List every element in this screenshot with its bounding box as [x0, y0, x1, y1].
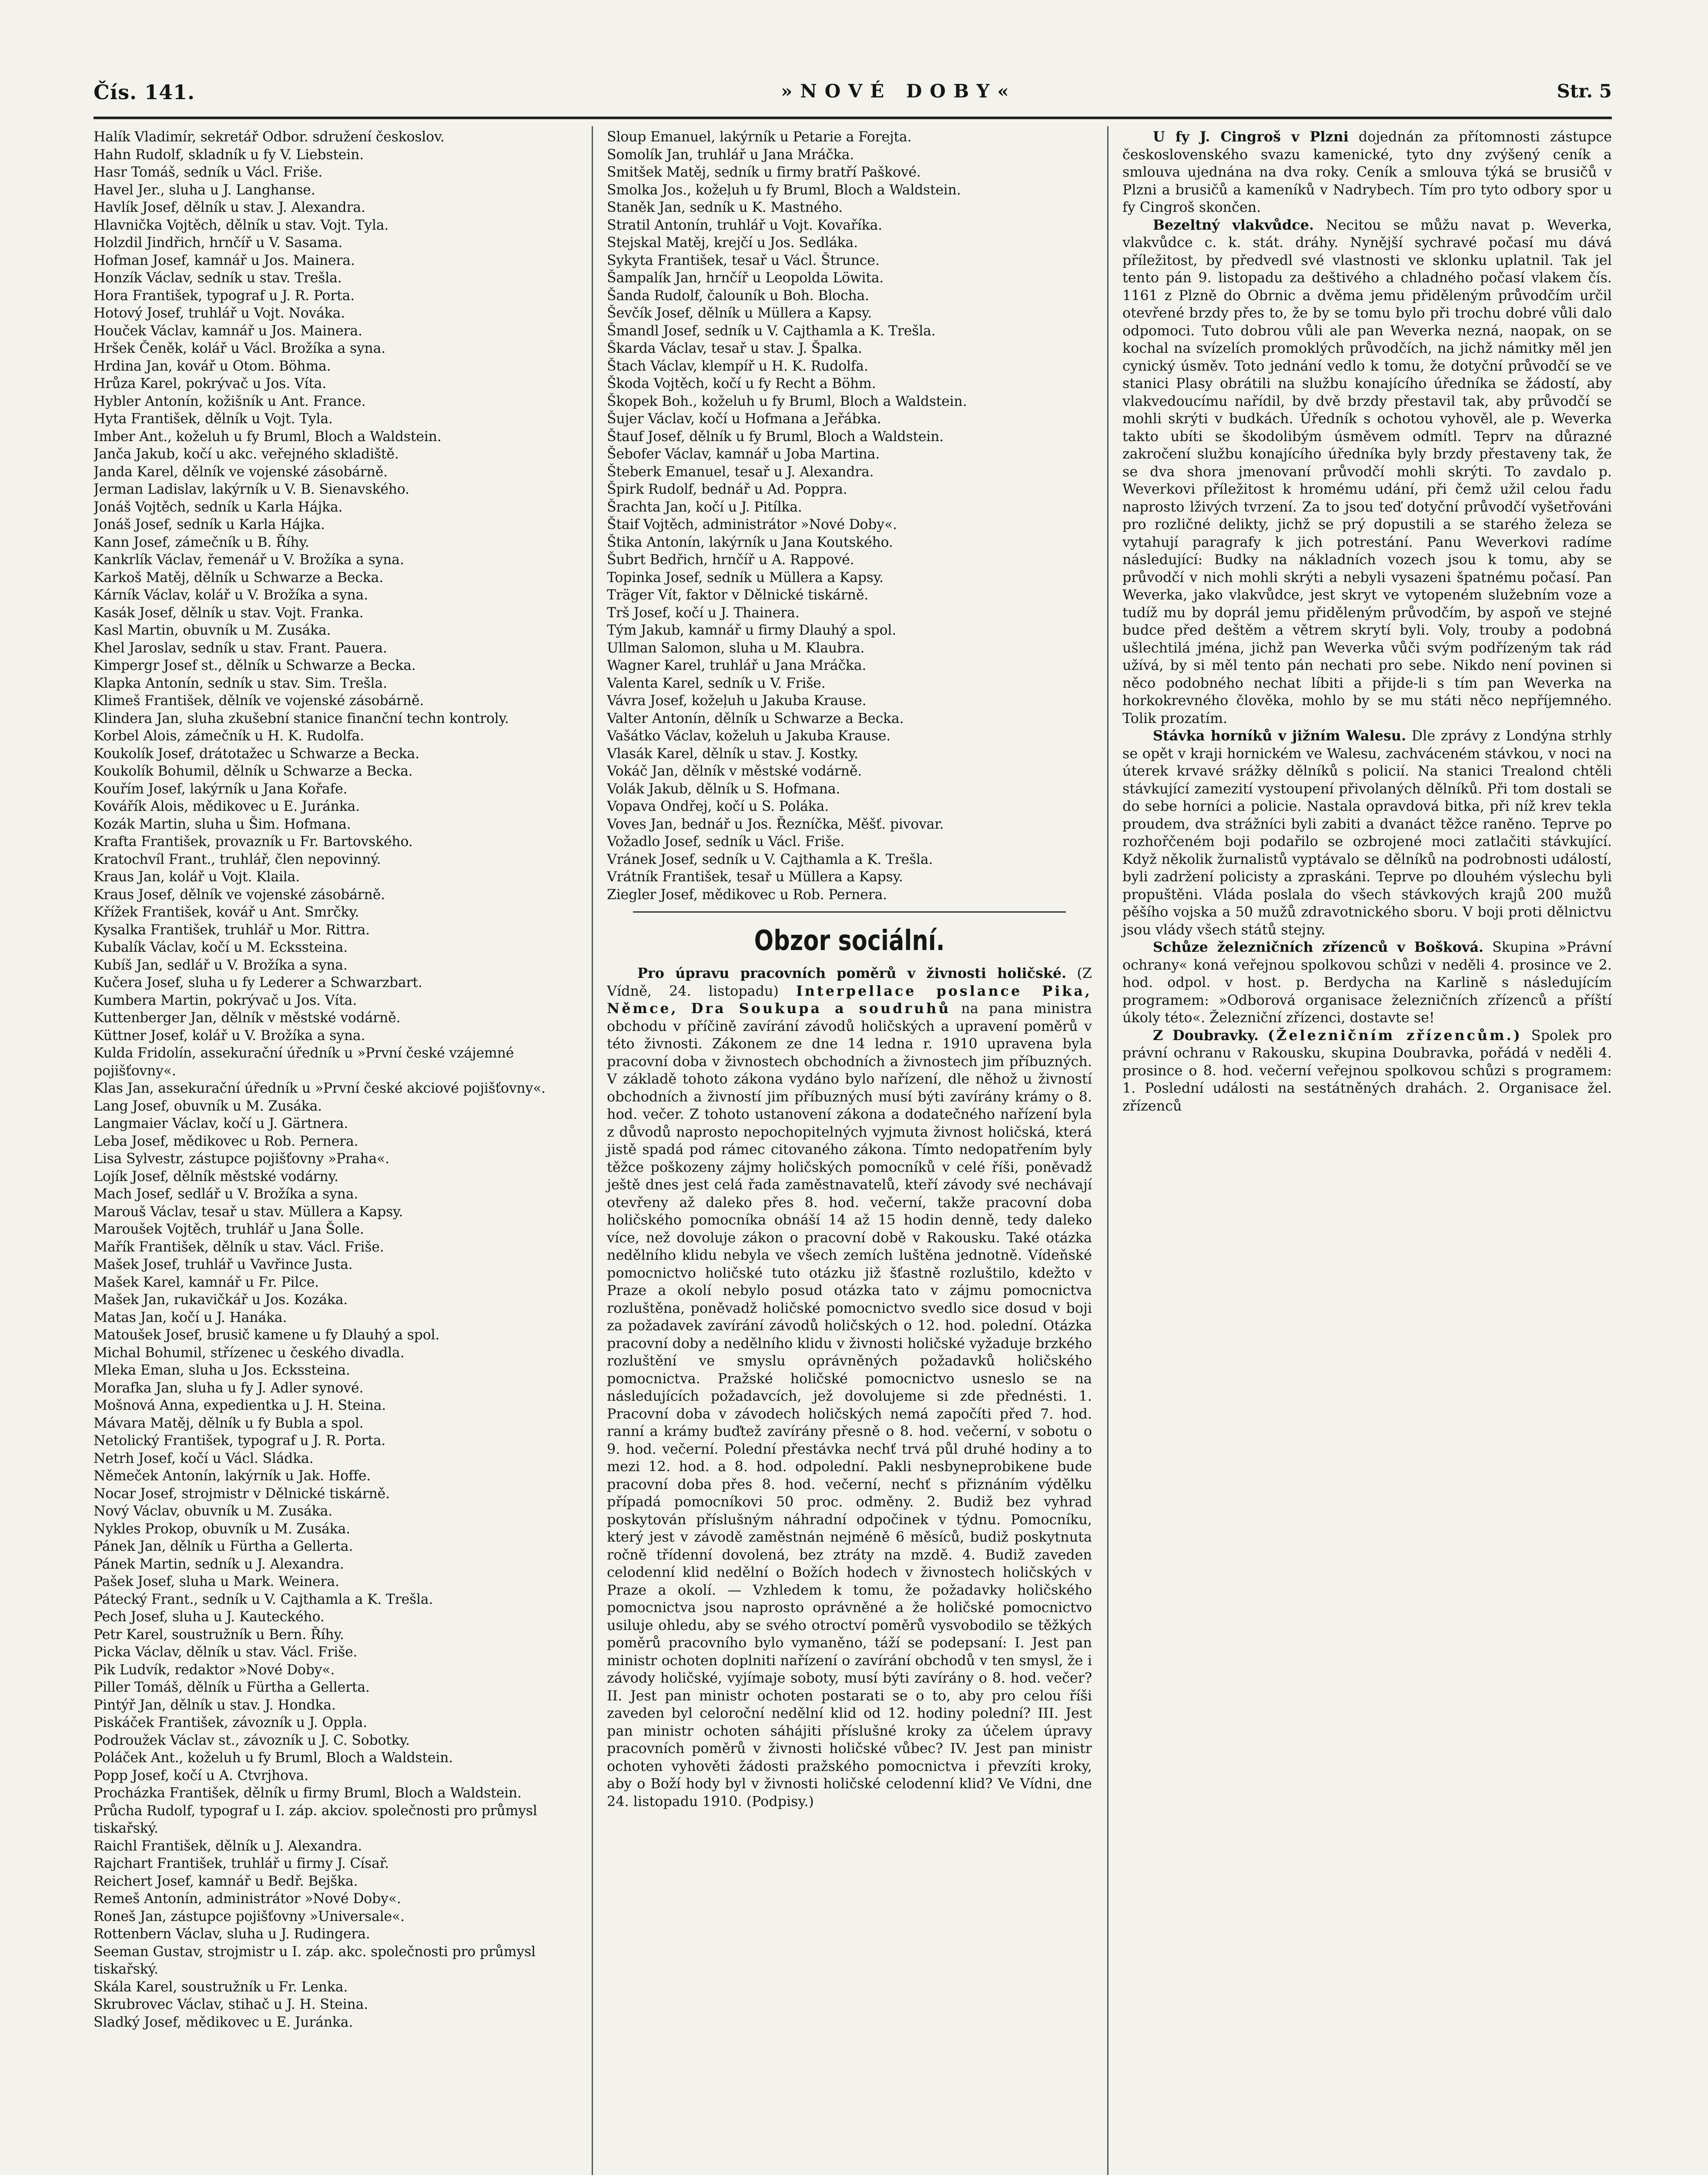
- list-item: Voves Jan, bednář u Jos. Řezníčka, Měšť. pivovar.: [607, 816, 944, 832]
- article-headline: Bezeltný vlakvůdce.: [1153, 217, 1314, 233]
- list-end-rule: [633, 911, 1066, 913]
- list-item: Štaif Vojtěch, administrátor »Nové Doby«.: [607, 517, 897, 532]
- list-item: Houček Václav, kamnář u Jos. Mainera.: [94, 323, 362, 339]
- list-item: Valter Antonín, dělník u Schwarze a Becka.: [607, 710, 904, 726]
- list-item: Sladký Josef, mědikovec u E. Juránka.: [94, 2014, 353, 2030]
- article-wales-strike: [1122, 727, 1612, 939]
- list-item: Janča Jakub, kočí u akc. veřejného skladiště.: [94, 446, 399, 462]
- list-item: Kankrlík Václav, řemenář u V. Brožíka a syna.: [94, 552, 404, 568]
- list-item: Hrůza Karel, pokrývač u Jos. Víta.: [94, 376, 327, 392]
- list-item: Khel Jaroslav, sedník u stav. Frant. Pauera.: [94, 640, 387, 656]
- list-item: Pintýř Jan, dělník u stav. J. Hondka.: [94, 1697, 336, 1713]
- list-item: Maroušek Vojtěch, truhlář u Jana Šolle.: [94, 1221, 364, 1237]
- list-item: Volák Jakub, dělník u S. Hofmana.: [607, 781, 841, 797]
- list-item: Mašek Jan, rukavičkář u Jos. Kozáka.: [94, 1292, 348, 1308]
- list-item: Picka Václav, dělník u stav. Václ. Friše.: [94, 1644, 358, 1660]
- article-spaced-text: Interpellace poslance Pika, Němce, Dra Soukupa a soudruhů: [607, 983, 1092, 1017]
- article-railway-meeting: [1122, 939, 1612, 1027]
- list-item: Karkoš Matěj, dělník u Schwarze a Becka.: [94, 569, 384, 586]
- list-item: Sloup Emanuel, lakýrník u Petarie a Forejta.: [607, 129, 912, 145]
- list-item: Hyta František, dělník u Vojt. Tyla.: [94, 411, 333, 427]
- list-item: Vopava Ondřej, kočí u S. Poláka.: [607, 799, 829, 814]
- issue-number: Čís. 141.: [94, 80, 195, 104]
- list-item: Klapka Antonín, sedník u stav. Sim. Trešla.: [94, 675, 387, 691]
- list-item: Marouš Václav, tesař u stav. Müllera a Kapsy.: [94, 1204, 403, 1220]
- page-header: [94, 80, 1612, 111]
- list-item: Hybler Antonín, kožišník u Ant. France.: [94, 393, 366, 409]
- article-interpellation: [607, 965, 1092, 1810]
- list-item: Netrh Josef, kočí u Václ. Sládka.: [94, 1450, 314, 1466]
- list-item: Kubalík Václav, kočí u M. Eckssteina.: [94, 940, 348, 955]
- list-item: Hotový Josef, truhlář u Vojt. Nováka.: [94, 305, 345, 321]
- list-item: Pik Ludvík, redaktor »Nové Doby«.: [94, 1662, 335, 1678]
- list-item: Korbel Alois, zámečník u H. K. Rudolfa.: [94, 728, 364, 744]
- list-item: Šampalík Jan, hrnčíř u Leopolda Löwita.: [607, 270, 884, 286]
- list-item: Morafka Jan, sluha u fy J. Adler synové.: [94, 1380, 364, 1396]
- list-item: Skála Karel, soustružník u Fr. Lenka.: [94, 1979, 348, 1995]
- list-item: Mach Josef, sedlář u V. Brožíka a syna.: [94, 1186, 358, 1202]
- list-item: Ziegler Josef, mědikovec u Rob. Pernera.: [607, 887, 887, 903]
- list-item: Procházka František, dělník u firmy Bruml, Bloch a Waldstein.: [94, 1785, 522, 1801]
- page-number: Str. 5: [1557, 80, 1612, 102]
- list-item: Škoda Vojtěch, kočí u fy Recht a Böhm.: [607, 376, 876, 392]
- list-item: Jerman Ladislav, lakýrník u V. B. Sienavského.: [94, 482, 409, 497]
- list-item: Mávara Matěj, dělník u fy Bubla a spol.: [94, 1415, 364, 1431]
- list-item: Kovářík Alois, mědikovec u E. Juránka.: [94, 799, 360, 814]
- list-item: Kuttenberger Jan, dělník v městské vodárně.: [94, 1010, 401, 1026]
- list-item: Mašek Josef, truhlář u Vavřince Justa.: [94, 1257, 353, 1272]
- list-item: Škarda Václav, tesař u stav. J. Špalka.: [607, 341, 862, 356]
- list-item: Staněk Jan, sedník u K. Mastného.: [607, 200, 843, 215]
- article-body: Spolek pro právní ochranu v Rakousku, skupina Doubravka, pořádá v neděli 4. prosince o 8. hod. večerní veřejnou spolkovou schůzi s programem: 1. Poslední události na sestátněných drahách. 2. Organisace žel. zřízenců: [1122, 1027, 1612, 1114]
- list-item: Netolický František, typograf u J. R. Porta.: [94, 1433, 386, 1449]
- list-item: Krafta František, provazník u Fr. Bartovského.: [94, 834, 413, 850]
- list-item: Somolík Jan, truhlář u Jana Mráčka.: [607, 147, 854, 163]
- list-item: Mašek Karel, kamnář u Fr. Pilce.: [94, 1274, 319, 1290]
- list-item: Imber Ant., koželuh u fy Bruml, Bloch a Waldstein.: [94, 428, 442, 445]
- article-headline: Stávka horníků v jižním Walesu.: [1153, 728, 1407, 744]
- list-item: Matoušek Josef, brusič kamene u fy Dlauhý a spol.: [94, 1327, 440, 1343]
- list-item: Michal Bohumil, střízenec u českého divadla.: [94, 1345, 405, 1361]
- list-item: Kárník Václav, kolář u V. Brožíka a syna.: [94, 587, 368, 603]
- list-item: Stratil Antonín, truhlář u Vojt. Kovaříka.: [607, 217, 882, 233]
- article-body: Dle zprávy z Londýna strhly se opět v kraji hornickém ve Walesu, zachváceném stávkou, v noci na úterek krvavé srážky dělníků s policií. Na stanici Trealond chtěli stávkující zamezití vystoupení přivolaných dělníků. Při tom dostali se do sebe horníci a policie. Nastala opravdová bitka, při níž krev tekla proudem, dva strážníci byli zabiti a dvanáct těžce raněno. Teprve po rozhořčeném boji podařilo se ozbrojené moci zatlačiti stávkující. Když několik žurnalistů vyptávalo se dělníků na podrobnosti událostí, byli zadržení policisty a zpraskáni. Teprve po dlouhém výslechu byli propuštěni. Vláda poslala do všech stávkových krajů 200 mužů pěšího vojska a 50 mužů zdravotnického sboru. V boji proti dělnictvu jsou vlády všech států stejny.: [1122, 728, 1612, 938]
- list-item: Kann Josef, zámečník u B. Říhy.: [94, 534, 309, 550]
- member-list-1: [94, 128, 579, 2031]
- list-item: Koukolík Josef, drátotažec u Schwarze a Becka.: [94, 746, 419, 762]
- newspaper-title: »NOVÉ DOBY«: [781, 80, 1017, 102]
- list-item: Kozák Martin, sluha u Šim. Hofmana.: [94, 816, 351, 832]
- list-item: Vránek Josef, sedník u V. Cajthamla a K. Trešla.: [607, 851, 933, 867]
- list-item: Poláček Ant., koželuh u fy Bruml, Bloch a Waldstein.: [94, 1750, 453, 1766]
- column-1: [94, 128, 579, 2031]
- column-divider: [592, 126, 593, 2175]
- list-item: Lang Josef, obuvník u M. Zusáka.: [94, 1098, 322, 1114]
- list-item: Kysalka František, truhlář u Mor. Rittra.: [94, 922, 370, 938]
- list-item: Vrátník František, tesař u Müllera a Kapsy.: [607, 869, 903, 885]
- list-item: Smitšek Matěj, sedník u firmy bratří Paškové.: [607, 164, 921, 180]
- list-item: Rottenbern Václav, sluha u J. Rudingera.: [94, 1926, 370, 1942]
- list-item: Pátecký Frant., sedník u V. Cajthamla a K. Trešla.: [94, 1591, 433, 1607]
- list-item: Hora František, typograf u J. R. Porta.: [94, 288, 355, 304]
- article-body: na pana ministra obchodu v příčině zavírání závodů holičských a upravení poměrů v této živnosti. Zákonem ze dne 14 ledna r. 1910 upravena byla pracovní doba v živnostech obchodních a živnostech jim příbuzných. V základě tohoto zákona vydáno bylo nařízení, dle něhož u živností obchodních a živností jim příbuzných musí býti zavírány krámy o 8. hod. večer. Z tohoto ustanovení zákona a dodatečného nařízení byla z důvodů naprosto nepochopitelných vyjmuta živnost holičská, která jistě spadá pod rámec citovaného zákona. Tímto nedopatřením byly těžce poškozeny zájmy holičských pomocníků v celé říši, poněvadž ještě dnes jest celá řada zaměstnavatelů, kteří závody své nechávají otevřeny až daleko přes 8. hod. večerní, takže pracovní doba holičského pomocníka obnáší 14 až 15 hodin denně, tedy daleko více, než dovoluje zákon o pracovní době v Rakousku. Také otázka nedělního klidu nebyla ve všech zemích luštěna jednotně. Vídeňské pomocnictvo holičské tuto otázku již šťastně rozluštilo, kdežto v Praze a okolí nebylo posud otázka tato v zájmu pomocnictva rozluštěna, poněvadž holičské pomocnictvo svedlo sice dosud v boji za požadavek zavírání závodů holičských o 12. hod. polední. Otázka pracovní doby a nedělního klidu v živnosti holičské vyžaduje brzkého rozluštění ve smyslu oprávněných požadavků holičského pomocnictva. Pražské holičské pomocnictvo usneslo se na následujících požadavcích, jež dovolujeme si zde přednésti. 1. Pracovní doba v závodech holičských nemá započíti před 7. hod. ranní a krámy buďtež zavírány přesně o 8. hod. večerní, v sobotu o 9. hod. večerní. Polední přestávka nechť trvá půl druhé hodiny a to mezi 12. hod. a 8. hod. odpolední. Pakli nesbyneprobikene bude pracovní doba přes 8. hod. večerní, nechť s přiznáním výdělku případá pomocníkovi 50 proc. odměny. 2. Budiž bez vyhrad poskytován příslušným náhradní odpočinek v týdnu. Pomocníku, který jest v závodě zaměstnán nejméně 6 měsíců, budiž poskytnuta ročně třídenní dovolená, bez ztráty na mzdě. 4. Budiž zaveden celodenní klid nedělní o Božích hodech v živnostech holičských v Praze a okolí. — Vzhledem k tomu, že požadavky holičského pomocnictva jsou naprosto oprávněné a že holičské pomocnictvo usiluje ohledu, aby se svého otroctví poměrů vysvobodilo se těžkých poměrů pracovního bylo vymaněno, táží se podepsaní: I. Jest pan ministr ochoten doplniti nařízení o zavírání obchodů v ten smysl, že i závody holičské, vyjímaje soboty, musí býti zavírány o 8. hod. večer? II. Jest pan ministr ochoten postarati se o to, aby pro celou říši zaveden byl celoroční nedělní klid od 12. hodiny polední? III. Jest pan ministr ochoten sáhájiti příslušné kroky za účelem úpravy pracovních poměrů v živnosti holičské vůbec? IV. Jest pan ministr ochoten vyhověti žádosti pražského pomocnictva i převzíti kroky, aby o Boží hody byl v živnosti holičské celodenní klid? Ve Vídni, dne 24. listopadu 1910. (Podpisy.): [607, 1000, 1092, 1810]
- list-item: Vožadlo Josef, sedník u Václ. Friše.: [607, 834, 845, 850]
- list-item: Raichl František, dělník u J. Alexandra.: [94, 1838, 362, 1854]
- list-item: Reichert Josef, kamnář u Bedř. Bejška.: [94, 1873, 358, 1889]
- list-item: Šmandl Josef, sedník u V. Cajthamla a K. Trešla.: [607, 323, 936, 339]
- list-item: Šanda Rudolf, čalouník u Boh. Blocha.: [607, 288, 869, 304]
- list-item: Pech Josef, sluha u J. Kauteckého.: [94, 1609, 325, 1625]
- list-item: Hršek Čeněk, kolář u Václ. Brožíka a syna.: [94, 341, 386, 356]
- list-item: Piskáček František, závozník u J. Oppla.: [94, 1715, 368, 1730]
- list-item: Ullman Salomon, sluha u M. Klaubra.: [607, 640, 865, 656]
- list-item: Topinka Josef, sedník u Müllera a Kapsy.: [607, 569, 884, 586]
- list-item: Šujer Václav, kočí u Hofmana a Jeřábka.: [607, 411, 881, 427]
- list-item: Petr Karel, soustružník u Bern. Říhy.: [94, 1626, 344, 1643]
- list-item: Nykles Prokop, obuvník u M. Zusáka.: [94, 1521, 351, 1537]
- list-item: Křížek František, kovář u Ant. Smrčky.: [94, 904, 359, 920]
- member-list-2: [607, 128, 1092, 903]
- list-item: Seeman Gustav, strojmistr u I. záp. akc. společnosti pro průmysl tiskařský.: [94, 1944, 536, 1977]
- list-item: Träger Vít, faktor v Dělnické tiskárně.: [607, 587, 868, 603]
- list-item: Vokáč Jan, dělník v městské vodárně.: [607, 763, 862, 779]
- article-spaced-text: (Železničním zřízencům.): [1268, 1027, 1522, 1044]
- column-3: [1122, 128, 1612, 1115]
- list-item: Holzdil Jindřich, hrnčíř u V. Sasama.: [94, 235, 343, 251]
- list-item: Leba Josef, mědikovec u Rob. Pernera.: [94, 1133, 358, 1149]
- article-headline: Z Doubravky.: [1153, 1027, 1259, 1044]
- article-vlakvudce: [1122, 217, 1612, 728]
- list-item: Pašek Josef, sluha u Mark. Weinera.: [94, 1574, 339, 1589]
- list-item: Kimpergr Josef st., dělník u Schwarze a Becka.: [94, 658, 416, 673]
- list-item: Němeček Antonín, lakýrník u Jak. Hoffe.: [94, 1468, 371, 1484]
- article-headline: Schůze železničních zřízenců v Bošková.: [1153, 939, 1484, 955]
- article-headline: U fy J. Cingroš v Plzni: [1153, 129, 1349, 145]
- list-item: Hlavnička Vojtěch, dělník u stav. Vojt. Tyla.: [94, 217, 389, 233]
- list-item: Jonáš Josef, sedník u Karla Hájka.: [94, 517, 325, 532]
- list-item: Mleka Eman, sluha u Jos. Eckssteina.: [94, 1362, 350, 1378]
- list-item: Štika Antonín, lakýrník u Jana Koutského.: [607, 534, 893, 550]
- article-cingros: [1122, 128, 1612, 217]
- list-item: Klindera Jan, sluha zkušební stanice finanční techn kontroly.: [94, 710, 509, 726]
- list-item: Klas Jan, assekurační úředník u »První české akciové pojišťovny«.: [94, 1081, 546, 1096]
- list-item: Skrubrovec Václav, stihač u J. H. Steina.: [94, 1997, 368, 2012]
- list-item: Matas Jan, kočí u J. Hanáka.: [94, 1309, 287, 1325]
- list-item: Pánek Martin, sedník u J. Alexandra.: [94, 1556, 344, 1572]
- list-item: Kumbera Martin, pokrývač u Jos. Víta.: [94, 992, 357, 1008]
- list-item: Vávra Josef, kožeļuh u Jakuba Krause.: [607, 693, 867, 709]
- list-item: Kubíš Jan, sedlář u V. Brožíka a syna.: [94, 957, 348, 973]
- list-item: Piller Tomáš, dělník u Fürtha a Gellerta.: [94, 1680, 370, 1695]
- column-2: [607, 128, 1092, 1810]
- list-item: Kratochvíl Frant., truhlář, člen nepovinný.: [94, 851, 381, 867]
- list-item: Langmaier Václav, kočí u J. Gärtnera.: [94, 1116, 348, 1131]
- list-item: Škopek Boh., koželuh u fy Bruml, Bloch a Waldstein.: [607, 393, 967, 409]
- list-item: Šebofer Václav, kamnář u Joba Martina.: [607, 446, 880, 462]
- list-item: Šrachta Jan, kočí u J. Pitílka.: [607, 499, 802, 515]
- section-title: Obzor sociální.: [754, 925, 945, 957]
- list-item: Podroužek Václav st., závozník u J. C. Sobotky.: [94, 1732, 410, 1748]
- list-item: Mošnová Anna, expedientka u J. H. Steina.: [94, 1398, 386, 1413]
- list-item: Kasl Martin, obuvník u M. Zusáka.: [94, 622, 331, 638]
- list-item: Halík Vladimír, sekretář Odbor. sdružení českoslov.: [94, 129, 445, 145]
- list-item: Hahn Rudolf, skladník u fy V. Liebstein.: [94, 147, 364, 163]
- list-item: Smolka Jos., kožeļuh u fy Bruml, Bloch a Waldstein.: [607, 182, 961, 198]
- list-item: Nocar Josef, strojmistr v Dělnické tiskárně.: [94, 1486, 390, 1502]
- list-item: Wagner Karel, truhlář u Jana Mráčka.: [607, 658, 867, 673]
- list-item: Kouřím Josef, lakýrník u Jana Kořafe.: [94, 781, 348, 797]
- list-item: Kraus Jan, kolář u Vojt. Klaila.: [94, 869, 300, 885]
- list-item: Küttner Josef, kolář u V. Brožíka a syna.: [94, 1027, 365, 1044]
- list-item: Koukolík Bohumil, dělník u Schwarze a Becka.: [94, 763, 413, 779]
- list-item: Kasák Josef, dělník u stav. Vojt. Franka.: [94, 605, 364, 621]
- list-item: Štauf Josef, dělník u fy Bruml, Bloch a Waldstein.: [607, 428, 944, 445]
- list-item: Kučera Josef, sluha u fy Lederer a Schwarzbart.: [94, 975, 422, 990]
- list-item: Roneš Jan, zástupce pojišťovny »Universale«.: [94, 1908, 405, 1924]
- list-item: Vašátko Václav, koželuh u Jakuba Krause.: [607, 728, 891, 744]
- list-item: Sykyta František, tesař u Václ. Štrunce.: [607, 252, 880, 268]
- list-item: Vlasák Karel, dělník u stav. J. Kostky.: [607, 746, 858, 762]
- article-body: dojednán za přítomnosti zástupce československého svazu kamenické, tyto dny zvýšený ceník a smlouva ujednána na dva roky. Ceník a smlouva týká se brusičů v Plzni a brusičů a kameníků v Nadrybech. Tím pro tyto odbory spor u fy Cingroš skončen.: [1122, 129, 1612, 215]
- list-item: Popp Josef, kočí u A. Ctvrjhova.: [94, 1767, 308, 1784]
- list-item: Kraus Josef, dělník ve vojenské zásobárně.: [94, 887, 385, 903]
- article-body: Skupina »Právní ochrany« koná veřejnou spolkovou schůzi v neděli 4. prosince ve 2. hod. odpol. v host. p. Berdycha na Karlině s následujícím programem: »Odborová organisace železničních zřízenců a příští úkoly této«. Železniční zřízenci, dostavte se!: [1122, 939, 1612, 1026]
- list-item: Ševčík Josef, dělník u Müllera a Kapsy.: [607, 305, 872, 321]
- article-dateline: (Z Vídně, 24. listopadu): [607, 965, 1092, 999]
- list-item: Šubrt Bedřich, hrnčíř u A. Rappové.: [607, 552, 854, 568]
- list-item: Mařík František, dělník u stav. Václ. Friše.: [94, 1239, 384, 1255]
- list-item: Šteberk Emanuel, tesař u J. Alexandra.: [607, 464, 874, 480]
- list-item: Špirk Rudolf, bednář u Ad. Poppra.: [607, 482, 847, 497]
- list-item: Klimeš František, dělník ve vojenské zásobárně.: [94, 693, 424, 709]
- list-item: Janda Karel, dělník ve vojenské zásobárně.: [94, 464, 388, 480]
- list-item: Kulda Fridolín, assekurační úředník u »První české vzájemné pojišťovny«.: [94, 1045, 514, 1079]
- list-item: Lojík Josef, dělník městské vodárny.: [94, 1168, 338, 1185]
- article-doubravka: [1122, 1027, 1612, 1115]
- list-item: Havlík Josef, dělník u stav. J. Alexandra.: [94, 200, 365, 215]
- list-item: Jonáš Vojtěch, sedník u Karla Hájka.: [94, 499, 343, 515]
- list-item: Tým Jakub, kamnář u firmy Dlauhý a spol.: [607, 622, 896, 638]
- list-item: Průcha Rudolf, typograf u I. záp. akciov. společnosti pro průmysl tiskařský.: [94, 1803, 537, 1836]
- list-item: Štach Václav, klempíř u H. K. Rudolfa.: [607, 358, 868, 374]
- list-item: Rajchart František, truhlář u firmy J. Císař.: [94, 1856, 389, 1871]
- list-item: Hofman Josef, kamnář u Jos. Mainera.: [94, 252, 355, 268]
- article-headline: Pro úpravu pracovních poměrů v živnosti holičské.: [637, 965, 1067, 981]
- list-item: Hrdina Jan, kovář u Otom. Böhma.: [94, 358, 331, 374]
- list-item: Stejskal Matěj, krejčí u Jos. Sedláka.: [607, 235, 858, 251]
- list-item: Remeš Antonín, administrátor »Nové Doby«.: [94, 1891, 401, 1907]
- list-item: Havel Jer., sluha u J. Langhanse.: [94, 182, 315, 198]
- list-item: Nový Václav, obuvník u M. Zusáka.: [94, 1503, 333, 1519]
- column-divider: [1107, 126, 1109, 2175]
- list-item: Honzík Václav, sedník u stav. Trešla.: [94, 270, 342, 286]
- header-rule: [94, 117, 1612, 119]
- list-item: Trš Josef, kočí u J. Thainera.: [607, 605, 800, 621]
- list-item: Pánek Jan, dělník u Fürtha a Gellerta.: [94, 1539, 353, 1554]
- list-item: Lisa Sylvestr, zástupce pojišťovny »Praha«.: [94, 1151, 389, 1167]
- article-body: Necitou se můžu navat p. Weverka, vlakvůdce c. k. stát. dráhy. Nynější sychravé počasí mu dává příležitost, by předvedl své vlastnosti ve sklonku uplatnil. Tak jel tento pán 9. listopadu za deštivého a chladného počasí vlakem čís. 1161 z Plzně do Obrnic a dvěma jemu přiděleným průvodčím určil otevřené brzdy přes to, že by se tomu bylo při trochu dobré vůli dalo odpomoci. Tuto dobrou vůli ale pan Weverka nezná, naopak, on se kochal na svízelích promoklých průvodčích, na jichž námitky měl jen cynický úsměv. Toto jednání vedlo k tomu, že dotyční průvodčí se ve stanici Plasy obrátili na službu konajícího úředníka se žádostí, aby vlakvedoucímu nařídil, by dvě brzdy přestavil tak, aby průvodčí se mohli skrýti v budkách. Úředník s ochotou vyhověl, ale p. Weverka takto ubíti se škodolibým úsměvem odmítl. Teprv na důrazné zakročení službu konajícího úředníka byly brzdy přestaveny tak, že se dva shora jmenovaní průvodčí mohli skrýti. To zavdalo p. Weverkovi příležitost k hromému udání, při čemž užil celou řadu naprosto lživých tvrzení. Za to jsou teď dotyční průvodčí vyšetřováni pro rozličné delikty, jichž se prý dopustili a se starého železa se vytahují paragrafy k jich potrestání. Panu Weverkovi radíme následující: Budky na nákladních vozech jsou k tomu, aby se průvodčí v nich mohli skrýti a nebyli vysazeni špatnému počasí. Pan Weverka, jako vlakvůdce, jest skryt ve vytopeném služebním voze a tudíž mu by doprál jemu přiděleným průvodčím, by aspoň ve stejné budce před deštěm a větrem skrytí byli. Voly, trouby a podobná ušlechtilá jména, jichž pan Weverka vůči svým podřízeným tak rád užívá, by si měl tento pán nechati pro sebe. Nikdo není povinen si něco podobného nechat líbiti a přijde-li s tím pan Weverka na horkokrevného člověka, mohlo by se mu státi něco nepříjemného. Tolik prozatím.: [1122, 217, 1612, 726]
- list-item: Valenta Karel, sedník u V. Friše.: [607, 675, 826, 691]
- list-item: Hasr Tomáš, sedník u Václ. Friše.: [94, 164, 323, 180]
